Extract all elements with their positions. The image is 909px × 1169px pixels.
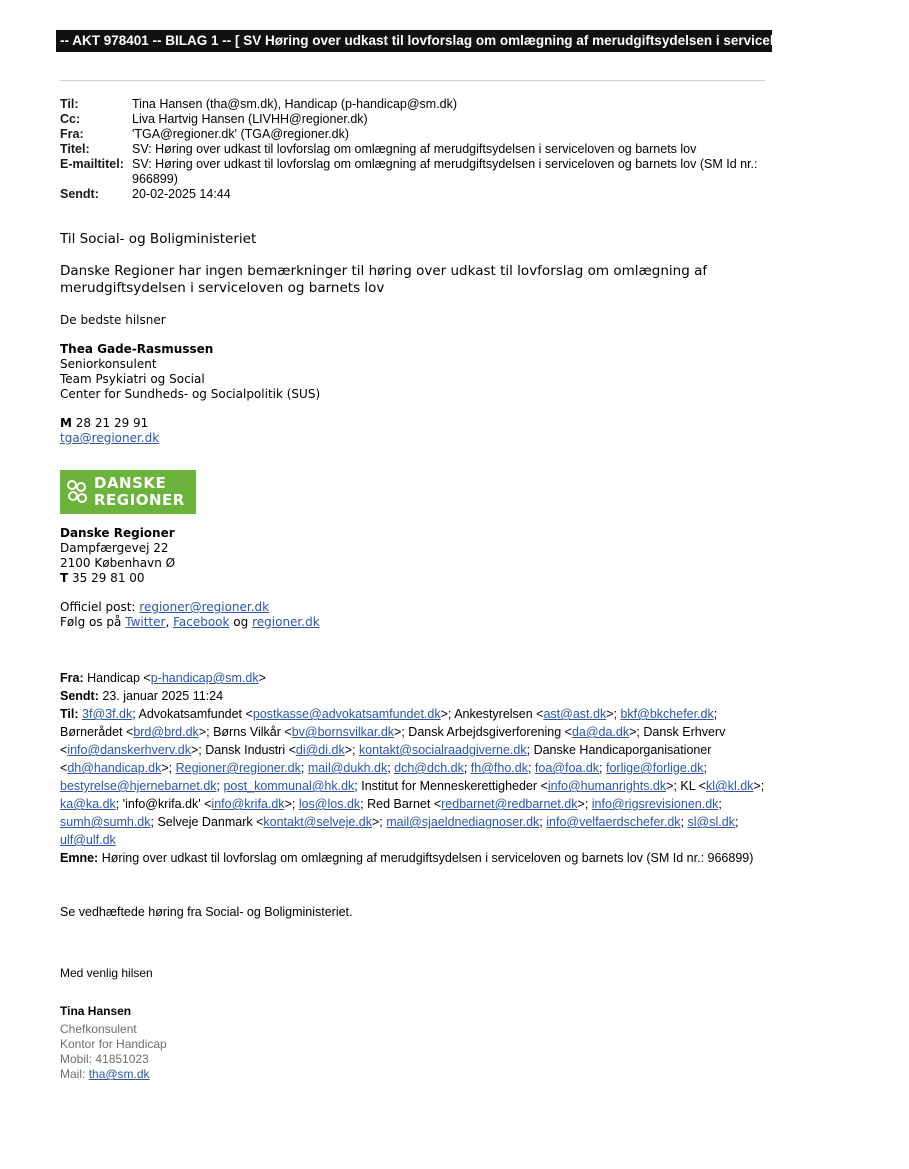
recipient-email-link[interactable]: kontakt@socialraadgiverne.dk	[358, 743, 527, 757]
fwd-subject: Høring over udkast til lovforslag om omlægning af merudgiftsydelsen i serviceloven og barnets lov (SM Id nr.: 966899)	[101, 851, 754, 865]
org-phone-label: T	[60, 571, 69, 585]
email-header	[60, 97, 765, 202]
header-to-row	[60, 97, 765, 112]
signer-role: Chefkonsulent	[60, 1022, 137, 1036]
recipient-email-link[interactable]: info@humanrights.dk	[547, 779, 667, 793]
from-value: 'TGA@regioner.dk' (TGA@regioner.dk)	[132, 127, 350, 141]
recipient-email-link[interactable]: dch@dch.dk	[394, 761, 464, 775]
fwd-sent-label: Sendt:	[60, 689, 99, 703]
reply-closing: De bedste hilsner	[60, 313, 166, 327]
fwd-recipients	[60, 705, 765, 849]
recipient-email-link[interactable]: ast@ast.dk	[543, 707, 607, 721]
website-link[interactable]: regioner.dk	[252, 615, 320, 629]
recipient-item: Advokatsamfundet <postkasse@advokatsamfundet.dk>;	[138, 707, 455, 721]
org-phone: 35 29 81 00	[72, 571, 145, 585]
org-street: Dampfærgevej 22	[60, 541, 169, 555]
recipient-email-link[interactable]: Regioner@regioner.dk	[175, 761, 301, 775]
recipient-item: Børns Vilkår <bv@bornsvilkar.dk>;	[213, 725, 409, 739]
sent-value: 20-02-2025 14:44	[132, 187, 231, 201]
org-name: Danske Regioner	[60, 526, 175, 540]
twitter-link[interactable]: Twitter	[125, 615, 166, 629]
email-title-value: SV: Høring over udkast til lovforslag om omlægning af merudgiftsydelsen i serviceloven og barnets lov (SM Id nr.: 966899)	[132, 157, 758, 186]
header-sent-row	[60, 187, 765, 202]
recipient-email-link[interactable]: dh@handicap.dk	[67, 761, 162, 775]
header-email-title-row	[60, 157, 765, 187]
org-address	[60, 526, 175, 586]
sender-email-link[interactable]: tga@regioner.dk	[60, 431, 160, 445]
recipient-email-link[interactable]: info@danskerhverv.dk	[67, 743, 191, 757]
official-post-link[interactable]: regioner@regioner.dk	[139, 600, 270, 614]
reply-contact	[60, 416, 159, 446]
title-label: Titel:	[60, 142, 90, 156]
recipient-email-link[interactable]: info@rigsrevisionen.dk	[591, 797, 719, 811]
recipient-item: Børnerådet <brd@brd.dk>;	[60, 725, 214, 739]
sender-name: Thea Gade-Rasmussen	[60, 342, 214, 356]
attachment-note: Se vedhæftede høring fra Social- og Boligministeriet.	[60, 905, 353, 919]
fwd-from-name: Handicap	[87, 671, 140, 685]
recipient-email-link[interactable]: postkasse@advokatsamfundet.dk	[252, 707, 441, 721]
fwd-subject-label: Emne:	[60, 851, 99, 865]
recipient-email-link[interactable]: bv@bornsvilkar.dk	[291, 725, 395, 739]
recipient-name: 'info@krifa.dk' <	[122, 797, 212, 811]
header-cc-row	[60, 112, 765, 127]
danske-regioner-logo	[60, 470, 196, 514]
recipient-item: Dansk Arbejdsgiverforening <da@da.dk>;	[408, 725, 644, 739]
recipient-item: info@rigsrevisionen.dk;	[591, 797, 722, 811]
org-links: Officiel post: regioner@regioner.dk Følg os på Twitter, Facebook og regioner.dk	[60, 600, 320, 629]
signer-mail-link[interactable]: tha@sm.dk	[88, 1067, 150, 1081]
recipient-item: Dansk Erhverv <info@danskerhverv.dk>;	[60, 725, 726, 757]
signer-mobile: Mobil: 41851023	[60, 1052, 149, 1066]
recipient-item: 'info@krifa.dk' <info@krifa.dk>;	[122, 797, 299, 811]
recipient-name: Institut for Menneskerettigheder <	[361, 779, 548, 793]
recipient-item: Dansk Industri <di@di.dk>;	[205, 743, 359, 757]
signer-name: Tina Hansen	[60, 1004, 132, 1018]
recipient-item: Institut for Menneskerettigheder <info@humanrights.dk>;	[361, 779, 681, 793]
recipient-item: forlige@forlige.dk;	[605, 761, 707, 775]
org-city: 2100 København Ø	[60, 556, 176, 570]
forwarded-regards: Med venlig hilsen	[60, 966, 153, 980]
fwd-to-label: Til:	[60, 707, 79, 721]
recipient-name: Red Barnet <	[367, 797, 442, 811]
recipient-name: Selveje Danmark <	[157, 815, 264, 829]
to-value: Tina Hansen (tha@sm.dk), Handicap (p-handicap@sm.dk)	[132, 97, 458, 111]
sender-team: Team Psykiatri og Social	[60, 372, 205, 386]
email-title-label: E-mailtitel:	[60, 157, 124, 171]
recipient-name: Advokatsamfundet <	[138, 707, 253, 721]
fwd-from-email[interactable]: p-handicap@sm.dk	[150, 671, 259, 685]
recipient-name: Danske Handicaporganisationer <	[60, 743, 712, 775]
recipient-item: info@velfaerdschefer.dk;	[546, 815, 688, 829]
recipient-email-link[interactable]: bkf@bkchefer.dk	[620, 707, 714, 721]
divider	[60, 80, 765, 81]
from-label: Fra:	[60, 127, 84, 141]
recipient-email-link[interactable]: ka@ka.dk	[60, 797, 116, 811]
recipient-email-link[interactable]: forlige@forlige.dk	[605, 761, 704, 775]
sender-role: Seniorkonsulent	[60, 357, 157, 371]
recipient-email-link[interactable]: brd@brd.dk	[133, 725, 199, 739]
recipient-email-link[interactable]: mail@dukh.dk	[307, 761, 388, 775]
recipient-item: los@los.dk;	[298, 797, 368, 811]
recipient-item: fh@fho.dk;	[470, 761, 535, 775]
cc-value: Liva Hartvig Hansen (LIVHH@regioner.dk)	[132, 112, 368, 126]
recipient-name: Dansk Erhverv <	[60, 725, 726, 757]
recipient-email-link[interactable]: kl@kl.dk	[706, 779, 754, 793]
reply-signature	[60, 342, 320, 402]
recipient-item: bkf@bkchefer.dk;	[620, 707, 718, 721]
recipient-email-link[interactable]: foa@foa.dk	[534, 761, 600, 775]
mobile-label: M	[60, 416, 72, 430]
fwd-sent-value: 23. januar 2025 11:24	[102, 689, 224, 703]
recipient-list	[60, 707, 764, 847]
recipient-name: Børnerådet <	[60, 725, 134, 739]
mobile-number: 28 21 29 91	[75, 416, 149, 430]
regioner-logo-icon	[66, 479, 88, 505]
reply-message: Danske Regioner har ingen bemærkninger til høring over udkast til lovforslag om omlægning af merudgiftsydelsen i serviceloven og barnets lov	[60, 263, 708, 296]
recipient-email-link[interactable]: sl@sl.dk	[687, 815, 735, 829]
recipient-name: Ankestyrelsen <	[454, 707, 544, 721]
recipient-email-link[interactable]: da@da.dk	[571, 725, 630, 739]
recipient-email-link[interactable]: info@velfaerdschefer.dk	[546, 815, 681, 829]
recipient-email-link[interactable]: mail@sjaeldnediagnoser.dk	[386, 815, 540, 829]
logo-line-2: REGIONER	[94, 491, 185, 509]
recipient-item	[60, 833, 116, 847]
recipient-name: KL <	[680, 779, 706, 793]
header-from-row	[60, 127, 765, 142]
sender-center: Center for Sundheds- og Socialpolitik (SUS)	[60, 387, 321, 401]
fwd-from-label: Fra:	[60, 671, 84, 685]
header-title-row	[60, 142, 765, 157]
recipient-item: Ankestyrelsen <ast@ast.dk>;	[454, 707, 621, 721]
recipient-item: foa@foa.dk;	[534, 761, 606, 775]
and-text: og	[233, 615, 249, 629]
recipient-email-link[interactable]: kontakt@selveje.dk	[263, 815, 372, 829]
recipient-item: sumh@sumh.dk;	[60, 815, 158, 829]
recipient-email-link[interactable]: redbarnet@redbarnet.dk	[441, 797, 578, 811]
recipient-email-link[interactable]: di@di.dk	[295, 743, 345, 757]
recipient-email-link[interactable]: post_kommunal@hk.dk	[223, 779, 355, 793]
title-value: SV: Høring over udkast til lovforslag om omlægning af merudgiftsydelsen i serviceloven og barnets lov	[132, 142, 697, 156]
recipient-email-link[interactable]: info@krifa.dk	[211, 797, 285, 811]
facebook-link[interactable]: Facebook	[173, 615, 230, 629]
recipient-item: kontakt@socialraadgiverne.dk;	[358, 743, 534, 757]
recipient-item: Danske Handicaporganisationer <dh@handicap.dk>;	[60, 743, 712, 775]
forwarded-message-header: Fra: Handicap <p-handicap@sm.dk> Sendt: 23. januar 2025 11:24 Til: 3f@3f.dk; Advokatsamfundet <postkasse@advokatsamfundet.dk>; Ankestyrelsen <ast@ast.dk>; bkf@bkchefer.dk; Børnerådet <brd@brd.dk>; Børns Vilkår <bv@bornsvilkar.dk>; Dansk Arbejdsgiverforening <da@da.dk>; Dansk Erhverv <info@danskerhverv.dk>; Dansk Industri <di@di.dk>; kontakt@socialraadgiverne.dk; Danske Handicaporganisationer <dh@handicap.dk>; Regioner@regioner.dk; mail@dukh.dk; dch@dch.dk; fh@fho.dk; foa@foa.dk; forlige@forlige.dk; bestyrelse@hjernebarnet.dk; post_kommunal@hk.dk; Institut for Menneskerettigheder <info@humanrights.dk>; KL <kl@kl.dk>; ka@ka.dk; 'info@krifa.dk' <info@krifa.dk>; los@los.dk; Red Barnet <redbarnet@redbarnet.dk>; info@rigsrevisionen.dk; sumh@sumh.dk; Selveje Danmark <kontakt@selveje.dk>; mail@sjaeldnediagnoser.dk; info@velfaerdschefer.dk; sl@sl.dk; ulf@ulf.dk Emne: Høring over udkast til lovforslag om omlægning af merudgiftsydelsen i serviceloven og barnets lov (SM Id nr.: 966899)	[60, 671, 765, 865]
official-post-label: Officiel post:	[60, 600, 136, 614]
forwarded-signature	[60, 1004, 167, 1082]
sent-label: Sendt:	[60, 187, 99, 201]
signer-office: Kontor for Handicap	[60, 1037, 167, 1051]
signer-mail-label: Mail:	[60, 1067, 86, 1081]
recipient-name: Dansk Arbejdsgiverforening <	[408, 725, 572, 739]
document-banner: -- AKT 978401 -- BILAG 1 -- [ SV Høring over udkast til lovforslag om omlægning af merudgiftsydelsen i serviceloven og barnets lov ]	[56, 30, 772, 52]
recipient-item: dch@dch.dk;	[394, 761, 471, 775]
recipient-item: Regioner@regioner.dk;	[175, 761, 308, 775]
recipient-item: ka@ka.dk;	[60, 797, 123, 811]
reply-salutation: Til Social- og Boligministeriet	[60, 231, 257, 247]
recipient-email-link[interactable]: bestyrelse@hjernebarnet.dk	[60, 779, 217, 793]
recipient-item: 3f@3f.dk;	[82, 707, 139, 721]
recipient-email-link[interactable]: los@los.dk	[298, 797, 361, 811]
recipient-item: KL <kl@kl.dk>;	[680, 779, 765, 793]
recipient-item: post_kommunal@hk.dk;	[223, 779, 362, 793]
logo-line-1: DANSKE	[94, 474, 167, 492]
recipient-item: mail@dukh.dk;	[307, 761, 395, 775]
recipient-email-link[interactable]: ulf@ulf.dk	[60, 833, 116, 847]
recipient-name: Børns Vilkår <	[213, 725, 292, 739]
recipient-name: Dansk Industri <	[205, 743, 296, 757]
cc-label: Cc:	[60, 112, 81, 126]
recipient-item: Selveje Danmark <kontakt@selveje.dk>;	[157, 815, 387, 829]
recipient-item: Red Barnet <redbarnet@redbarnet.dk>;	[367, 797, 592, 811]
follow-prefix: Følg os på	[60, 615, 122, 629]
recipient-email-link[interactable]: fh@fho.dk	[470, 761, 528, 775]
recipient-item: mail@sjaeldnediagnoser.dk;	[386, 815, 547, 829]
recipient-item: sl@sl.dk;	[687, 815, 739, 829]
to-label: Til:	[60, 97, 79, 111]
recipient-email-link[interactable]: 3f@3f.dk	[82, 707, 133, 721]
recipient-email-link[interactable]: sumh@sumh.dk	[60, 815, 151, 829]
recipient-item: bestyrelse@hjernebarnet.dk;	[60, 779, 224, 793]
